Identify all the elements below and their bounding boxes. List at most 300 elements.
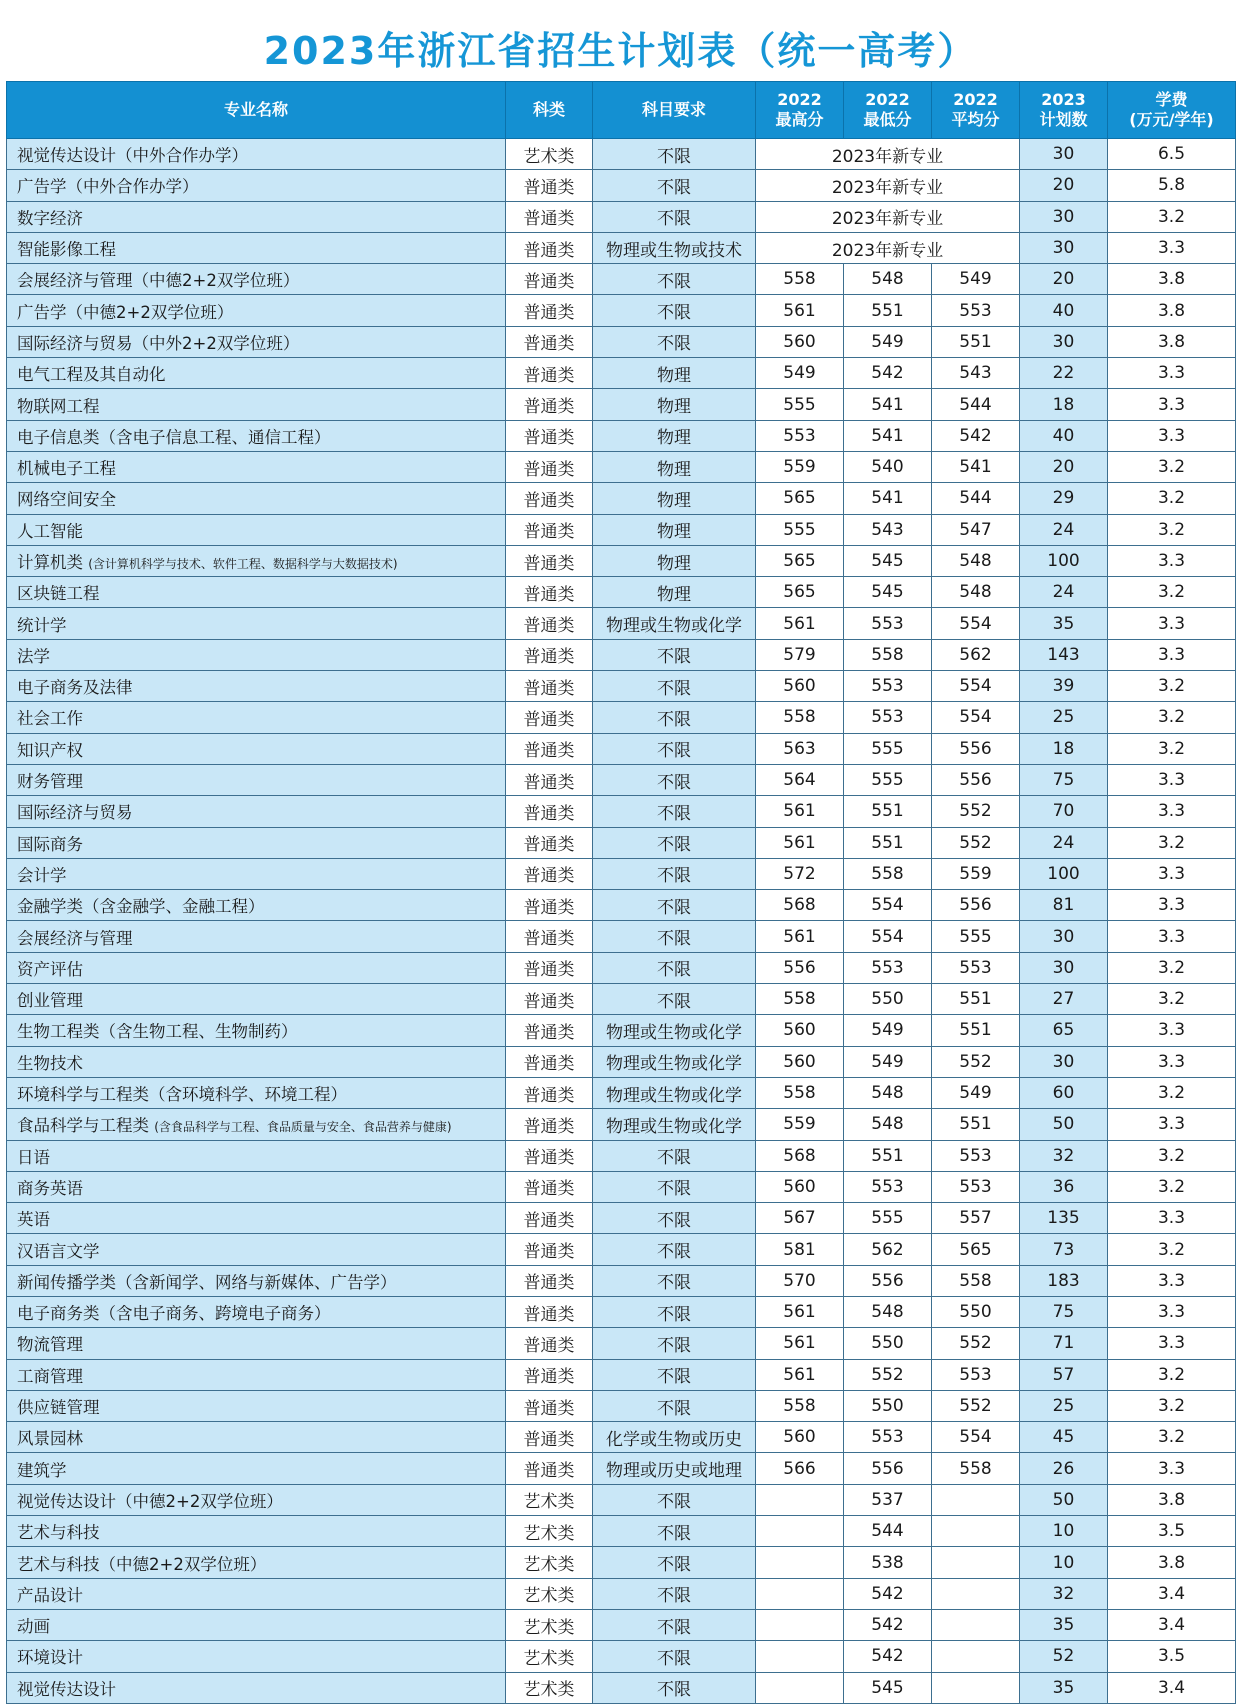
cell-min-score: 548 <box>844 1109 932 1140</box>
cell-requirement: 不限 <box>593 702 756 733</box>
cell-category: 艺术类 <box>506 1547 593 1578</box>
cell-min-score: 537 <box>844 1484 932 1515</box>
cell-category: 普通类 <box>506 326 593 357</box>
major-name-text: 艺术与科技 <box>17 1523 100 1543</box>
table-header <box>7 82 1236 139</box>
cell-major-name <box>7 545 506 576</box>
cell-avg-score: 544 <box>932 483 1020 514</box>
cell-tuition: 3.2 <box>1108 1077 1236 1108</box>
cell-major-name <box>7 264 506 295</box>
cell-tuition: 3.3 <box>1108 796 1236 827</box>
cell-min-score: 554 <box>844 890 932 921</box>
cell-avg-score: 542 <box>932 420 1020 451</box>
cell-min-score: 552 <box>844 1359 932 1390</box>
cell-max-score: 565 <box>756 545 844 576</box>
major-name-text: 供应链管理 <box>17 1398 100 1418</box>
cell-tuition: 3.3 <box>1108 1328 1236 1359</box>
cell-min-score: 555 <box>844 764 932 795</box>
table-row <box>7 483 1236 514</box>
major-name-text: 会计学 <box>17 865 67 885</box>
cell-category: 普通类 <box>506 890 593 921</box>
cell-min-score: 542 <box>844 358 932 389</box>
cell-requirement: 不限 <box>593 1641 756 1672</box>
cell-min-score: 553 <box>844 952 932 983</box>
cell-min-score: 540 <box>844 451 932 482</box>
cell-plan-count: 71 <box>1020 1328 1108 1359</box>
table-row <box>7 232 1236 263</box>
cell-major-name <box>7 1140 506 1171</box>
cell-requirement: 物理 <box>593 577 756 608</box>
cell-requirement: 物理或生物或化学 <box>593 1109 756 1140</box>
cell-category: 普通类 <box>506 389 593 420</box>
table-row <box>7 1578 1236 1609</box>
major-name-text: 法学 <box>17 646 50 666</box>
cell-max-score: 566 <box>756 1453 844 1484</box>
cell-max-score: 561 <box>756 921 844 952</box>
cell-requirement: 物理 <box>593 545 756 576</box>
cell-major-name <box>7 858 506 889</box>
major-name-text: 财务管理 <box>17 772 83 792</box>
cell-avg-score: 550 <box>932 1296 1020 1327</box>
table-row <box>7 1547 1236 1578</box>
cell-avg-score: 541 <box>932 451 1020 482</box>
cell-min-score: 543 <box>844 514 932 545</box>
cell-min-score: 545 <box>844 577 932 608</box>
cell-plan-count: 10 <box>1020 1547 1108 1578</box>
major-name-note: (含计算机科学与技术、软件工程、数据科学与大数据技术) <box>88 557 398 571</box>
cell-category: 普通类 <box>506 952 593 983</box>
cell-tuition: 3.3 <box>1108 921 1236 952</box>
cell-tuition: 3.2 <box>1108 1390 1236 1421</box>
cell-max-score: 558 <box>756 1077 844 1108</box>
cell-tuition: 3.3 <box>1108 764 1236 795</box>
cell-min-score: 553 <box>844 608 932 639</box>
cell-max-score <box>756 1641 844 1672</box>
cell-major-name <box>7 358 506 389</box>
cell-min-score: 558 <box>844 858 932 889</box>
table-row <box>7 890 1236 921</box>
cell-requirement: 不限 <box>593 1328 756 1359</box>
cell-avg-score: 553 <box>932 952 1020 983</box>
cell-avg-score: 565 <box>932 1234 1020 1265</box>
cell-requirement: 不限 <box>593 671 756 702</box>
header-min-score: 2022 最低分 <box>844 82 932 139</box>
cell-new-major: 2023年新专业 <box>756 170 1020 201</box>
table-row <box>7 1077 1236 1108</box>
cell-major-name <box>7 1641 506 1672</box>
table-row <box>7 420 1236 451</box>
cell-avg-score <box>932 1672 1020 1703</box>
cell-avg-score: 552 <box>932 1390 1020 1421</box>
cell-requirement: 物理或生物或化学 <box>593 608 756 639</box>
major-name-text: 风景园林 <box>17 1429 83 1449</box>
cell-requirement: 化学或生物或历史 <box>593 1422 756 1453</box>
cell-min-score: 556 <box>844 1265 932 1296</box>
major-name-text: 区块链工程 <box>17 584 100 604</box>
major-name-text: 智能影像工程 <box>17 240 116 260</box>
cell-min-score: 541 <box>844 420 932 451</box>
table-row <box>7 921 1236 952</box>
cell-category: 普通类 <box>506 451 593 482</box>
major-name-text: 数字经济 <box>17 208 83 228</box>
cell-plan-count: 24 <box>1020 827 1108 858</box>
cell-plan-count: 30 <box>1020 139 1108 170</box>
cell-requirement: 不限 <box>593 952 756 983</box>
cell-max-score: 568 <box>756 1140 844 1171</box>
header-tuition: 学费 (万元/学年) <box>1108 82 1236 139</box>
major-name-text: 机械电子工程 <box>17 459 116 479</box>
cell-category: 普通类 <box>506 827 593 858</box>
major-name-text: 物联网工程 <box>17 396 100 416</box>
cell-requirement: 物理或生物或化学 <box>593 1015 756 1046</box>
cell-min-score: 553 <box>844 702 932 733</box>
cell-requirement: 物理 <box>593 483 756 514</box>
cell-requirement: 不限 <box>593 827 756 858</box>
cell-min-score: 542 <box>844 1609 932 1640</box>
table-row <box>7 671 1236 702</box>
table-row <box>7 264 1236 295</box>
table-row <box>7 1234 1236 1265</box>
cell-category: 普通类 <box>506 733 593 764</box>
table-row <box>7 984 1236 1015</box>
cell-avg-score: 557 <box>932 1203 1020 1234</box>
cell-avg-score: 549 <box>932 264 1020 295</box>
cell-avg-score: 559 <box>932 858 1020 889</box>
cell-category: 艺术类 <box>506 1516 593 1547</box>
table-body <box>7 139 1236 1704</box>
cell-major-name <box>7 420 506 451</box>
cell-plan-count: 24 <box>1020 577 1108 608</box>
cell-category: 艺术类 <box>506 1641 593 1672</box>
table-row <box>7 1484 1236 1515</box>
cell-max-score <box>756 1578 844 1609</box>
cell-max-score: 560 <box>756 1046 844 1077</box>
major-name-text: 汉语言文学 <box>17 1241 100 1261</box>
cell-min-score: 553 <box>844 671 932 702</box>
major-name-text: 电子信息类（含电子信息工程、通信工程） <box>17 427 331 447</box>
cell-category: 普通类 <box>506 1015 593 1046</box>
cell-min-score: 555 <box>844 733 932 764</box>
major-name-text: 电子商务类（含电子商务、跨境电子商务） <box>17 1304 331 1324</box>
cell-plan-count: 183 <box>1020 1265 1108 1296</box>
cell-major-name <box>7 139 506 170</box>
cell-min-score: 541 <box>844 483 932 514</box>
cell-min-score: 550 <box>844 1328 932 1359</box>
cell-requirement: 不限 <box>593 1390 756 1421</box>
cell-plan-count: 75 <box>1020 1296 1108 1327</box>
cell-avg-score: 553 <box>932 1140 1020 1171</box>
major-name-text: 日语 <box>17 1147 50 1167</box>
cell-requirement: 不限 <box>593 1203 756 1234</box>
page-title: 2023年浙江省招生计划表（统一高考） <box>263 29 978 73</box>
cell-plan-count: 52 <box>1020 1641 1108 1672</box>
table-row <box>7 514 1236 545</box>
admission-plan-table <box>6 81 1236 1704</box>
cell-tuition: 3.3 <box>1108 545 1236 576</box>
cell-max-score: 561 <box>756 608 844 639</box>
cell-tuition: 3.2 <box>1108 952 1236 983</box>
cell-category: 普通类 <box>506 1046 593 1077</box>
cell-plan-count: 20 <box>1020 170 1108 201</box>
cell-major-name <box>7 326 506 357</box>
cell-avg-score <box>932 1484 1020 1515</box>
cell-tuition: 3.3 <box>1108 608 1236 639</box>
cell-avg-score: 556 <box>932 890 1020 921</box>
cell-requirement: 物理或历史或地理 <box>593 1453 756 1484</box>
cell-requirement: 不限 <box>593 1578 756 1609</box>
cell-tuition: 5.8 <box>1108 170 1236 201</box>
cell-requirement: 不限 <box>593 1265 756 1296</box>
cell-category: 普通类 <box>506 358 593 389</box>
cell-major-name <box>7 921 506 952</box>
cell-category: 艺术类 <box>506 1578 593 1609</box>
cell-plan-count: 45 <box>1020 1422 1108 1453</box>
cell-tuition: 3.3 <box>1108 890 1236 921</box>
cell-min-score: 553 <box>844 1422 932 1453</box>
cell-category: 普通类 <box>506 1390 593 1421</box>
cell-category: 普通类 <box>506 1109 593 1140</box>
cell-plan-count: 18 <box>1020 733 1108 764</box>
cell-plan-count: 30 <box>1020 201 1108 232</box>
cell-tuition: 3.2 <box>1108 733 1236 764</box>
cell-major-name <box>7 639 506 670</box>
table-row <box>7 295 1236 326</box>
cell-major-name <box>7 1015 506 1046</box>
cell-plan-count: 35 <box>1020 1609 1108 1640</box>
major-name-text: 艺术与科技（中德2+2双学位班） <box>17 1554 267 1574</box>
cell-max-score: 561 <box>756 1359 844 1390</box>
table-row <box>7 1140 1236 1171</box>
cell-category: 普通类 <box>506 514 593 545</box>
major-name-text: 创业管理 <box>17 991 83 1011</box>
cell-major-name <box>7 1359 506 1390</box>
major-name-text: 人工智能 <box>17 521 83 541</box>
cell-max-score: 563 <box>756 733 844 764</box>
cell-plan-count: 32 <box>1020 1578 1108 1609</box>
cell-avg-score: 558 <box>932 1453 1020 1484</box>
cell-major-name <box>7 295 506 326</box>
cell-max-score: 572 <box>756 858 844 889</box>
cell-tuition: 3.3 <box>1108 1109 1236 1140</box>
cell-category: 普通类 <box>506 1296 593 1327</box>
cell-plan-count: 40 <box>1020 420 1108 451</box>
cell-tuition: 3.3 <box>1108 1015 1236 1046</box>
cell-plan-count: 40 <box>1020 295 1108 326</box>
cell-max-score: 558 <box>756 702 844 733</box>
cell-tuition: 3.2 <box>1108 1234 1236 1265</box>
cell-tuition: 3.3 <box>1108 1296 1236 1327</box>
table-row <box>7 170 1236 201</box>
cell-requirement: 不限 <box>593 201 756 232</box>
cell-plan-count: 18 <box>1020 389 1108 420</box>
cell-min-score: 553 <box>844 1171 932 1202</box>
cell-avg-score: 556 <box>932 733 1020 764</box>
table-row <box>7 764 1236 795</box>
cell-tuition: 3.2 <box>1108 1422 1236 1453</box>
major-name-text: 广告学（中外合作办学） <box>17 177 199 197</box>
cell-requirement: 不限 <box>593 139 756 170</box>
cell-max-score: 560 <box>756 671 844 702</box>
cell-major-name <box>7 1328 506 1359</box>
major-name-text: 环境科学与工程类（含环境科学、环境工程） <box>17 1085 347 1105</box>
cell-requirement: 不限 <box>593 890 756 921</box>
cell-major-name <box>7 201 506 232</box>
cell-plan-count: 50 <box>1020 1484 1108 1515</box>
cell-max-score: 561 <box>756 1328 844 1359</box>
cell-plan-count: 29 <box>1020 483 1108 514</box>
cell-requirement: 不限 <box>593 639 756 670</box>
cell-avg-score: 556 <box>932 764 1020 795</box>
cell-requirement: 不限 <box>593 1171 756 1202</box>
cell-category: 普通类 <box>506 1359 593 1390</box>
cell-category: 普通类 <box>506 639 593 670</box>
cell-major-name <box>7 702 506 733</box>
cell-requirement: 物理 <box>593 420 756 451</box>
major-name-text: 国际经济与贸易 <box>17 803 133 823</box>
major-name-text: 国际经济与贸易（中外2+2双学位班） <box>17 333 300 353</box>
cell-avg-score: 548 <box>932 577 1020 608</box>
cell-new-major: 2023年新专业 <box>756 139 1020 170</box>
cell-avg-score: 547 <box>932 514 1020 545</box>
cell-tuition: 3.2 <box>1108 483 1236 514</box>
cell-max-score: 558 <box>756 264 844 295</box>
cell-major-name <box>7 1203 506 1234</box>
cell-avg-score: 553 <box>932 1359 1020 1390</box>
cell-max-score <box>756 1516 844 1547</box>
cell-category: 普通类 <box>506 264 593 295</box>
cell-requirement: 不限 <box>593 921 756 952</box>
cell-min-score: 549 <box>844 326 932 357</box>
major-name-text: 生物技术 <box>17 1053 83 1073</box>
cell-plan-count: 32 <box>1020 1140 1108 1171</box>
cell-min-score: 541 <box>844 389 932 420</box>
cell-major-name <box>7 733 506 764</box>
cell-max-score: 564 <box>756 764 844 795</box>
cell-plan-count: 36 <box>1020 1171 1108 1202</box>
cell-category: 普通类 <box>506 1265 593 1296</box>
table-row <box>7 827 1236 858</box>
cell-tuition: 3.4 <box>1108 1578 1236 1609</box>
cell-requirement: 不限 <box>593 1234 756 1265</box>
cell-tuition: 3.8 <box>1108 295 1236 326</box>
major-name-text: 网络空间安全 <box>17 490 116 510</box>
cell-major-name <box>7 1296 506 1327</box>
cell-tuition: 3.3 <box>1108 639 1236 670</box>
cell-avg-score: 553 <box>932 1171 1020 1202</box>
major-name-text: 视觉传达设计（中外合作办学） <box>17 146 248 166</box>
cell-min-score: 542 <box>844 1641 932 1672</box>
cell-tuition: 3.2 <box>1108 984 1236 1015</box>
cell-avg-score: 553 <box>932 295 1020 326</box>
cell-requirement: 物理 <box>593 514 756 545</box>
cell-major-name <box>7 1547 506 1578</box>
cell-plan-count: 26 <box>1020 1453 1108 1484</box>
cell-requirement: 物理 <box>593 358 756 389</box>
cell-major-name <box>7 1234 506 1265</box>
major-name-text: 产品设计 <box>17 1585 83 1605</box>
cell-category: 普通类 <box>506 1453 593 1484</box>
cell-category: 艺术类 <box>506 1672 593 1703</box>
table-row <box>7 952 1236 983</box>
cell-plan-count: 143 <box>1020 639 1108 670</box>
major-name-text: 工商管理 <box>17 1366 83 1386</box>
table-row <box>7 389 1236 420</box>
cell-requirement: 不限 <box>593 1547 756 1578</box>
cell-plan-count: 30 <box>1020 921 1108 952</box>
cell-max-score: 561 <box>756 295 844 326</box>
cell-category: 普通类 <box>506 295 593 326</box>
table-row <box>7 1641 1236 1672</box>
cell-category: 普通类 <box>506 483 593 514</box>
cell-avg-score: 554 <box>932 671 1020 702</box>
table-row <box>7 139 1236 170</box>
major-name-text: 视觉传达设计 <box>17 1679 116 1699</box>
cell-min-score: 538 <box>844 1547 932 1578</box>
cell-major-name <box>7 1390 506 1421</box>
table-row <box>7 1516 1236 1547</box>
cell-max-score: 558 <box>756 984 844 1015</box>
cell-min-score: 550 <box>844 1390 932 1421</box>
cell-requirement: 不限 <box>593 170 756 201</box>
cell-requirement: 不限 <box>593 733 756 764</box>
cell-max-score: 579 <box>756 639 844 670</box>
cell-category: 普通类 <box>506 201 593 232</box>
cell-max-score: 567 <box>756 1203 844 1234</box>
cell-plan-count: 100 <box>1020 858 1108 889</box>
cell-tuition: 3.3 <box>1108 420 1236 451</box>
cell-major-name <box>7 451 506 482</box>
cell-plan-count: 30 <box>1020 326 1108 357</box>
cell-major-name <box>7 577 506 608</box>
cell-avg-score: 551 <box>932 1109 1020 1140</box>
table-row <box>7 1109 1236 1140</box>
cell-requirement: 不限 <box>593 764 756 795</box>
cell-plan-count: 50 <box>1020 1109 1108 1140</box>
header-plan-count: 2023 计划数 <box>1020 82 1108 139</box>
cell-max-score <box>756 1547 844 1578</box>
cell-major-name <box>7 671 506 702</box>
cell-tuition: 3.8 <box>1108 1484 1236 1515</box>
cell-plan-count: 65 <box>1020 1015 1108 1046</box>
cell-tuition: 3.2 <box>1108 827 1236 858</box>
cell-tuition: 3.3 <box>1108 1265 1236 1296</box>
cell-category: 普通类 <box>506 1422 593 1453</box>
cell-major-name <box>7 1484 506 1515</box>
cell-major-name <box>7 1609 506 1640</box>
cell-max-score: 555 <box>756 389 844 420</box>
cell-major-name <box>7 1516 506 1547</box>
cell-category: 普通类 <box>506 1203 593 1234</box>
header-avg-score: 2022 平均分 <box>932 82 1020 139</box>
table-row <box>7 201 1236 232</box>
cell-plan-count: 60 <box>1020 1077 1108 1108</box>
cell-tuition: 6.5 <box>1108 139 1236 170</box>
cell-avg-score: 543 <box>932 358 1020 389</box>
cell-max-score: 558 <box>756 1390 844 1421</box>
cell-max-score: 559 <box>756 451 844 482</box>
major-name-text: 生物工程类（含生物工程、生物制药） <box>17 1022 298 1042</box>
cell-min-score: 545 <box>844 1672 932 1703</box>
cell-avg-score: 554 <box>932 702 1020 733</box>
table-row <box>7 796 1236 827</box>
major-name-text: 新闻传播学类（含新闻学、网络与新媒体、广告学） <box>17 1272 397 1292</box>
cell-min-score: 551 <box>844 827 932 858</box>
cell-major-name <box>7 796 506 827</box>
cell-plan-count: 20 <box>1020 264 1108 295</box>
cell-major-name <box>7 1046 506 1077</box>
major-name-text: 资产评估 <box>17 959 83 979</box>
cell-requirement: 物理或生物或化学 <box>593 1046 756 1077</box>
